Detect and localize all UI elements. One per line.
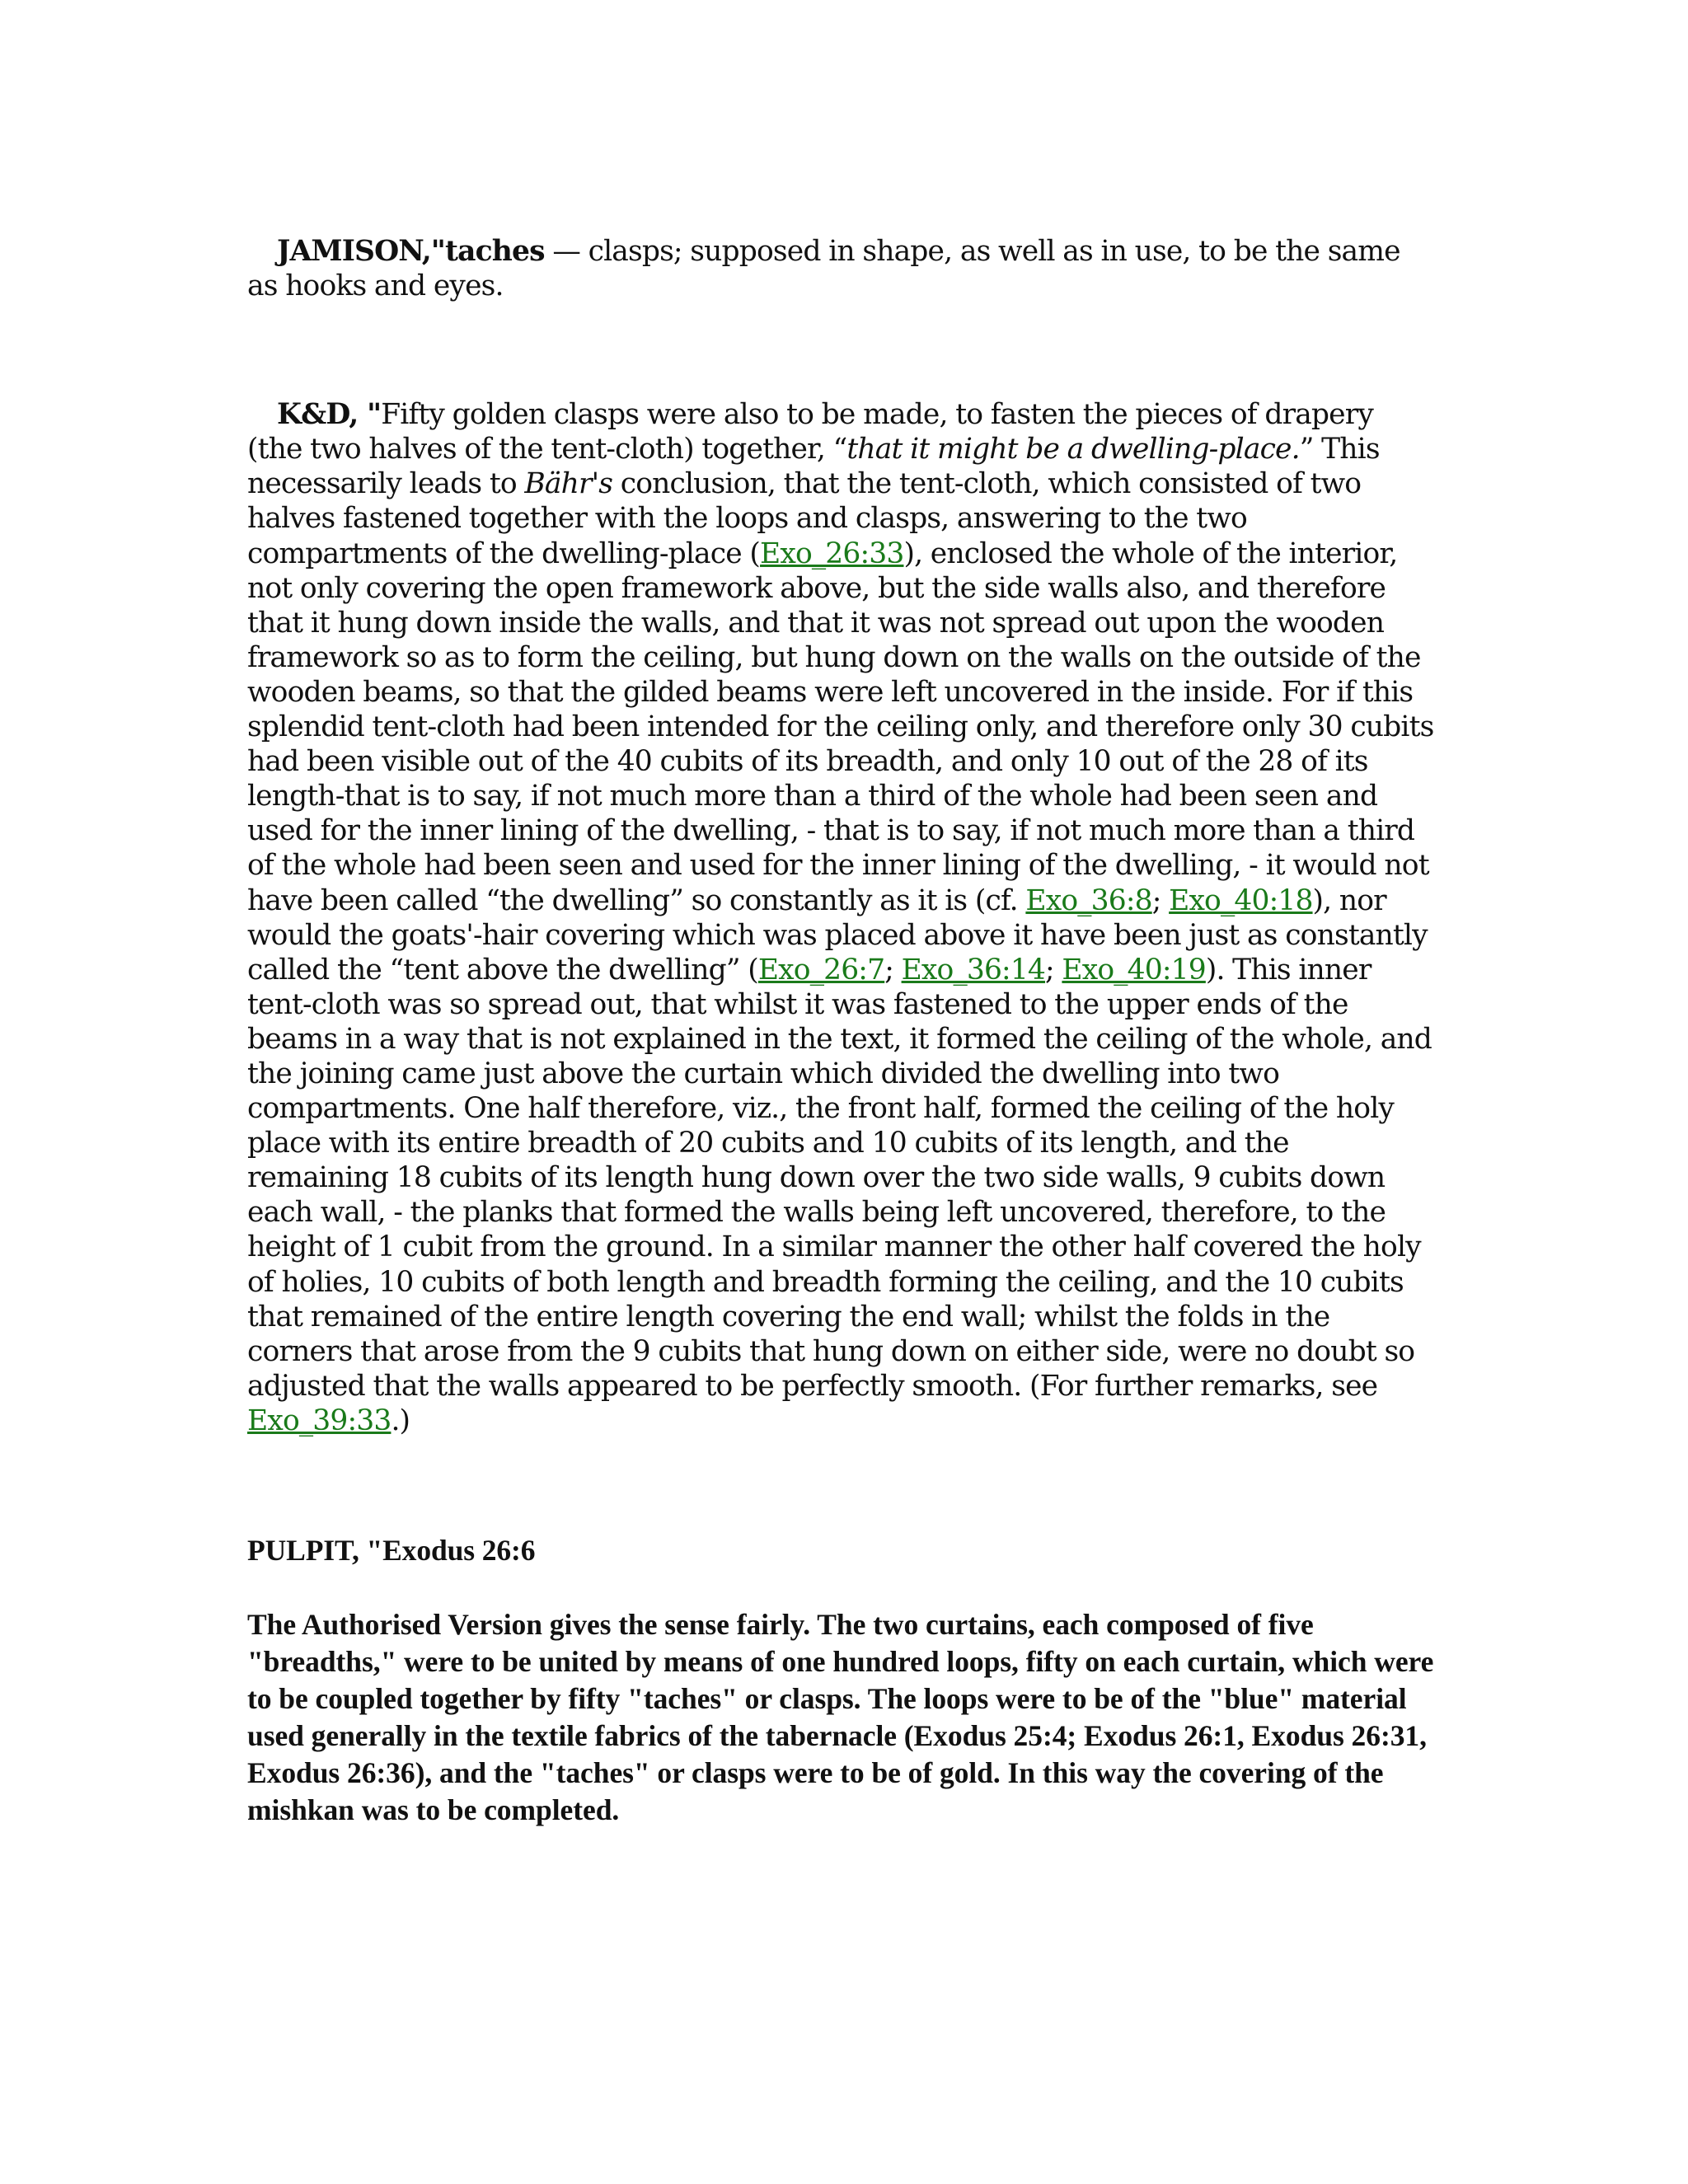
jamison-label: JAMISON,"taches xyxy=(277,235,545,268)
pulpit-paragraph: The Authorised Version gives the sense fairly. The two curtains, each composed of five "breadths," were to be united by means of one hundred loops, fifty on each curtain, which were to be coupled together by fifty "taches" or clasps. The loops were to be of the "blue" material used generally in the textile fabrics of the tabernacle (Exodus 25:4; Exodus 26:1, Exodus 26:31, Exodus 26:36), and the "taches" or clasps were to be of gold. In this way the covering of the mishkan was to be completed. xyxy=(247,1608,1434,1826)
ref-link-exo-39-33[interactable]: Exo_39:33 xyxy=(247,1404,392,1437)
document-page xyxy=(247,234,1434,1829)
kd-text: ). This inner tent-cloth was so spread out, that whilst it was fastened to the upper ends of the beams in a way that is not explained in the text, it formed the ceiling of the whole, and the joining came just above the curtain which divided the dwelling into two compartments. One half therefore, viz., the front half, formed the ceiling of the holy place with its entire breadth of 20 cubits and 10 cubits of its length, and the remaining 18 cubits of its length hung down over the two side walls, 9 cubits down each wall, - the planks that formed the walls being left uncovered, therefore, to the height of 1 cubit from the ground. In a similar manner the other half covered the holy of holies, 10 cubits of both length and breadth forming the ceiling, and the 10 cubits that remained of the entire length covering the end wall; whilst the folds in the corners that arose from the 9 cubits that hung down on either side, were no doubt so adjusted that the walls appeared to be perfectly smooth. (For further remarks, see xyxy=(247,953,1432,1403)
ref-link-exo-26-7[interactable]: Exo_26:7 xyxy=(757,953,885,987)
spacer xyxy=(247,1438,1434,1532)
kd-text: conclusion, that the tent-cloth, which consisted of two halves fastened together with the loops and clasps, answering to the two compartments of the dwelling-place ( xyxy=(247,467,1362,570)
kd-text: ), nor would the goats'-hair covering which was placed above it have been just as constantly called the “tent above the dwelling” ( xyxy=(247,883,1428,987)
spacer xyxy=(247,303,1434,397)
kd-text: ; xyxy=(884,953,902,987)
pulpit-heading: PULPIT, "Exodus 26:6 xyxy=(247,1534,536,1567)
kd-paragraph xyxy=(247,397,1434,1438)
ref-link-exo-40-19[interactable]: Exo_40:19 xyxy=(1062,953,1206,987)
kd-label: K&D, " xyxy=(277,398,382,432)
jamison-text: — clasps; supposed in shape, as well as in use, to be the same as hooks and eyes. xyxy=(247,235,1400,303)
kd-text: ; xyxy=(1151,883,1170,917)
kd-text: .) xyxy=(391,1404,410,1437)
kd-italic-author: Bähr's xyxy=(524,467,613,501)
ref-link-exo-40-18[interactable]: Exo_40:18 xyxy=(1169,883,1313,917)
kd-text: Fifty golden clasps were also to be made, to fasten the pieces of drapery (the two halves of the tent-cloth) together, “ xyxy=(247,398,1374,466)
kd-text: ; xyxy=(1045,953,1062,987)
kd-italic-quote: that it might be a dwelling-place. xyxy=(846,433,1300,466)
jamison-paragraph xyxy=(247,234,1434,303)
kd-text: ” This necessarily leads to xyxy=(247,433,1380,501)
ref-link-exo-36-14[interactable]: Exo_36:14 xyxy=(901,953,1046,987)
ref-link-exo-36-8[interactable]: Exo_36:8 xyxy=(1025,883,1152,917)
ref-link-exo-26-33[interactable]: Exo_26:33 xyxy=(760,537,904,570)
kd-text: ), enclosed the whole of the interior, not only covering the open framework above, but the side walls also, and therefore that it hung down inside the walls, and that it was not spread out upon the wooden framework so as to form the ceiling, but hung down on the walls on the outside of the wooden beams, so that the gilded beams were left uncovered in the inside. For if this splendid tent-cloth had been intended for the ceiling only, and therefore only 30 cubits had been visible out of the 40 cubits of its breadth, and only 10 out of the 28 of its length-that is to say, if not much more than a third of the whole had been seen and used for the inner lining of the dwelling, - that is to say, if not much more than a third of the whole had been seen and used for the inner lining of the dwelling, - it would not have been called “the dwelling” so constantly as it is (cf. xyxy=(247,537,1434,917)
